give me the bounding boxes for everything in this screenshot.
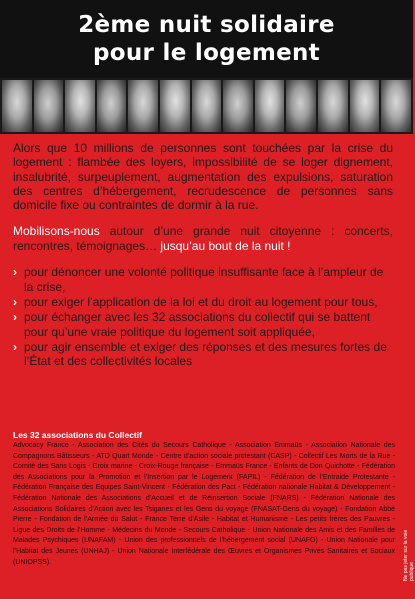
mobilisons-lead: Mobilisons-nous [13,224,100,239]
chevron-right-icon: › [13,295,17,310]
associations-list: Advocacy France - Association des Cités du Secours Catholique - Association Emmaüs - Association Nationale des Compagnons Bâtisseurs - ATD Quart Monde - Centre d’action sociale protestant (CASP) - Collectif Les Morts de la Rue - Comité des Sans Logis - Croix marine - Croix-Rouge française - Emmaüs France - Enfants de Don Quichotte - Fédération des Associations pour la Promotion et l’Insertion par le Logement (FAPIL) - Fédération de l’Entraide Protestante - Fédération Française des Equipes Saint-Vincent - Fédération des Pact - Fédération nationale Habitat & Développement - Fédération Nationale des Associations d’Accueil et de Réinsertion Sociale (FNARS) - Fédération Nationale des Associations Solidaires d’Action avec les Tsiganes et les Gens du voyage (FNASAT-Gens du voyage) - Fondation Abbé Pierre - Fondation de l’Armée du Salut - France Terre d’Asile - Habitat et Humanisme - Les petits frères des Pauvres - Ligue des Droits de l’Homme - Médecins du Monde - Secours Catholique - Union Nationale des Amis et des Familles de Malades Psychiques (UNAFAM) - Union des professionnels de l’hébergement social (UNAFO) - Union Nationale pour l’Habitat des Jeunes (UNHAJ) - Union Nationale Interfédérale des Œuvres et Organismes Privés Sanitaires et Sociaux (UNIOPSS). [13,442,395,566]
goal-text: pour échanger avec les 32 associations du collectif qui se battent pour qu’une vraie politique du logement soit appliquée, [24,310,371,339]
chevron-right-icon: › [13,310,17,325]
mobilisons-end: jusqu’au bout de la nuit ! [160,239,291,254]
chevron-right-icon: › [13,339,17,354]
list-item [13,310,393,339]
portrait-photo [34,80,64,132]
portrait-photo [2,80,32,132]
list-item [13,295,393,309]
list-item [13,265,393,294]
poster-title-line1: 2ème nuit solidaire [78,12,335,38]
poster-title-line2: pour le logement [93,40,320,66]
mobilisons-middle: autour d’une grande nuit citoyenne : concerts, rencontres, témoignages… [13,224,393,254]
associations-heading: Les 32 associations du Collectif [13,430,142,440]
portrait-photo [97,80,127,132]
portrait-photo [286,80,316,132]
goal-text: pour exiger l’application de la loi et du droit au logement pour tous, [24,295,378,310]
chevron-right-icon: › [13,265,17,280]
portrait-strip [0,78,413,134]
portrait-photo [350,80,380,132]
portrait-photo [65,80,95,132]
portrait-photo [381,80,411,132]
goal-text: pour agir ensemble et exiger des réponses et des mesures fortes de l’État et des collectivités locales [24,339,387,369]
side-note: Ne pas jeter sur la voie publique [403,529,415,581]
goal-text: pour dénoncer une volonté politique insuffisante face à l’ampleur de la crise, [24,265,384,294]
portrait-photo [160,80,190,132]
poster-header [0,0,413,78]
portrait-photo [128,80,158,132]
associations-section [13,430,395,568]
portrait-photo [223,80,253,132]
portrait-photo [318,80,348,132]
portrait-photo [255,80,285,132]
main-content [13,141,393,370]
intro-paragraph: Alors que 10 millions de personnes sont touchées par la crise du logement : flambée des loyers, impossibilité de se loger dignement, insalubrité, surpeuplement, augmentation des expulsions, saturation des centres d’hébergement, recrudescence de personnes sans domicile fixe ou contraintes de dormir à la rue. [13,141,393,213]
list-item [13,340,393,369]
portrait-photo [192,80,222,132]
goals-list [13,265,393,368]
mobilisons-paragraph [13,224,393,254]
